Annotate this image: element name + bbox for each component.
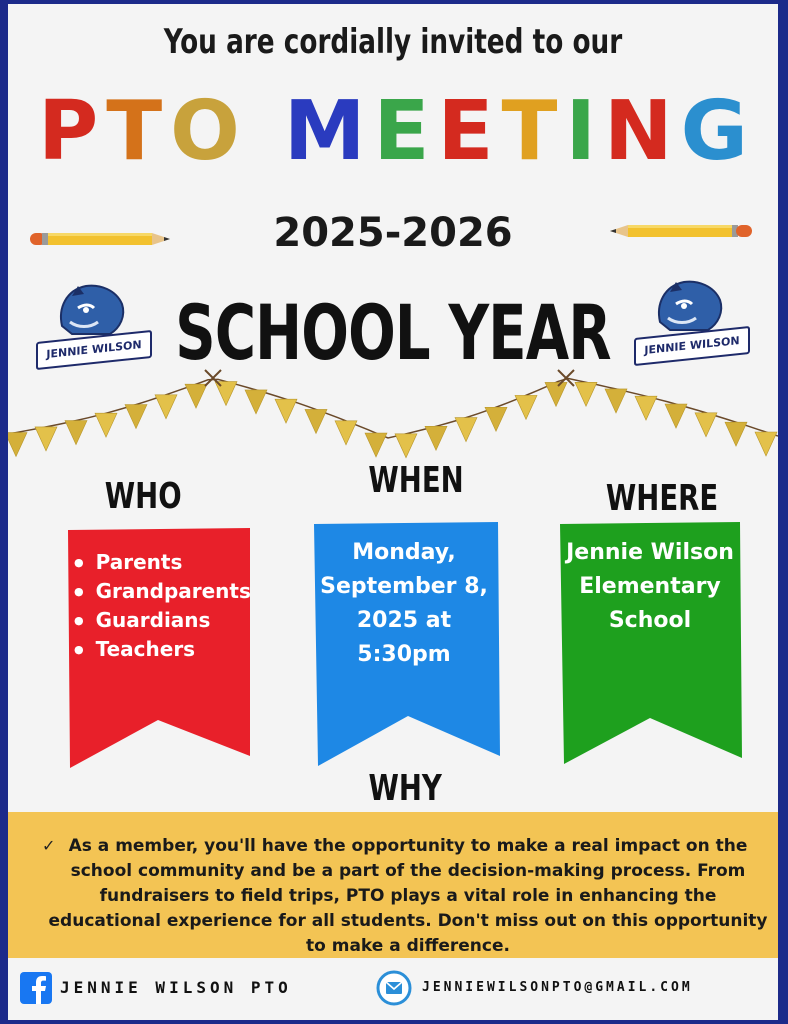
- panther-icon: [654, 278, 724, 334]
- invite-line: You are cordially invited to our: [163, 22, 623, 62]
- title-letter: O: [170, 84, 240, 179]
- who-item: ● Teachers: [74, 637, 258, 661]
- bunting-flag: [185, 384, 207, 408]
- where-banner: [554, 536, 746, 638]
- title-letter: M: [283, 84, 366, 179]
- bunting-flag: [275, 399, 297, 423]
- school-logo-right: [628, 278, 748, 368]
- bunting-flag: [665, 404, 687, 428]
- when-heading: WHEN: [368, 460, 464, 501]
- where-line: School: [608, 608, 692, 633]
- school-logo-left: [30, 282, 150, 372]
- who-item: ● Parents: [74, 550, 258, 574]
- when-line: September 8,: [320, 574, 488, 599]
- bunting-flag: [725, 422, 747, 446]
- title-letter: I: [565, 84, 596, 179]
- facebook-icon[interactable]: [20, 972, 52, 1004]
- bunting-flag: [305, 409, 327, 433]
- bunting-flag: [395, 434, 417, 458]
- who-banner: [74, 550, 258, 666]
- bunting-flag: [545, 382, 567, 406]
- email-icon[interactable]: [376, 970, 412, 1006]
- who-item: ● Grandparents: [74, 579, 258, 603]
- bunting-flag: [485, 407, 507, 431]
- checkmark-icon: ✓: [42, 836, 56, 855]
- logo-badge: JENNIE WILSON: [36, 330, 152, 370]
- pto-meeting-title: [8, 82, 778, 182]
- bunting-flag: [335, 421, 357, 445]
- title-letter: T: [106, 84, 163, 179]
- bunting-flag: [365, 433, 387, 457]
- bunting-flag: [695, 413, 717, 437]
- bunting-flag: [245, 390, 267, 414]
- where-line: Elementary: [579, 574, 721, 599]
- school-year-heading: SCHOOL YEAR: [175, 288, 611, 377]
- when-line: 2025 at: [356, 608, 452, 633]
- year-range: 2025-2026: [273, 210, 513, 256]
- bunting-flag: [755, 432, 777, 456]
- bunting-flag: [635, 396, 657, 420]
- title-letter: T: [501, 84, 558, 179]
- when-line: Monday,: [352, 540, 456, 565]
- bunting-flag: [95, 413, 117, 437]
- logo-badge: JENNIE WILSON: [634, 326, 750, 366]
- who-item: ● Guardians: [74, 608, 258, 632]
- email-address[interactable]: JENNIEWILSONPTO@GMAIL.COM: [422, 980, 693, 995]
- when-line: 5:30pm: [357, 642, 451, 667]
- where-heading: WHERE: [605, 478, 719, 519]
- who-heading: WHO: [104, 476, 182, 517]
- where-line: Jennie Wilson: [566, 540, 734, 565]
- bunting-flag: [8, 433, 27, 457]
- why-heading: WHY: [368, 768, 442, 809]
- bunting-flag: [155, 395, 177, 419]
- bunting-flag: [65, 421, 87, 445]
- facebook-label[interactable]: JENNIE WILSON PTO: [60, 978, 292, 997]
- bunting-flag: [575, 382, 597, 406]
- who-list: [74, 550, 258, 661]
- panther-icon: [56, 282, 126, 338]
- title-letter: E: [437, 84, 494, 179]
- when-banner: [312, 536, 496, 672]
- title-letter: E: [373, 84, 430, 179]
- flyer-page: [8, 4, 778, 1020]
- title-letter: N: [603, 84, 673, 179]
- why-text: As a member, you'll have the opportunity to make a real impact on the school community and be a part of the decision-making process. From fundraisers to field trips, PTO plays a vital role in enhancing the educational experience for all students. Don't miss out on this opportunity to make a difference.: [48, 836, 768, 956]
- bunting-flag: [215, 382, 237, 406]
- bunting-flag: [515, 395, 537, 419]
- bunting-flag: [35, 427, 57, 451]
- bunting-flag: [425, 426, 447, 450]
- bunting-decoration: [8, 366, 778, 466]
- bunting-flag: [455, 418, 477, 442]
- title-letter: P: [38, 84, 99, 179]
- bunting-flag: [605, 389, 627, 413]
- bunting-flag: [125, 405, 147, 429]
- title-letter: G: [680, 84, 748, 179]
